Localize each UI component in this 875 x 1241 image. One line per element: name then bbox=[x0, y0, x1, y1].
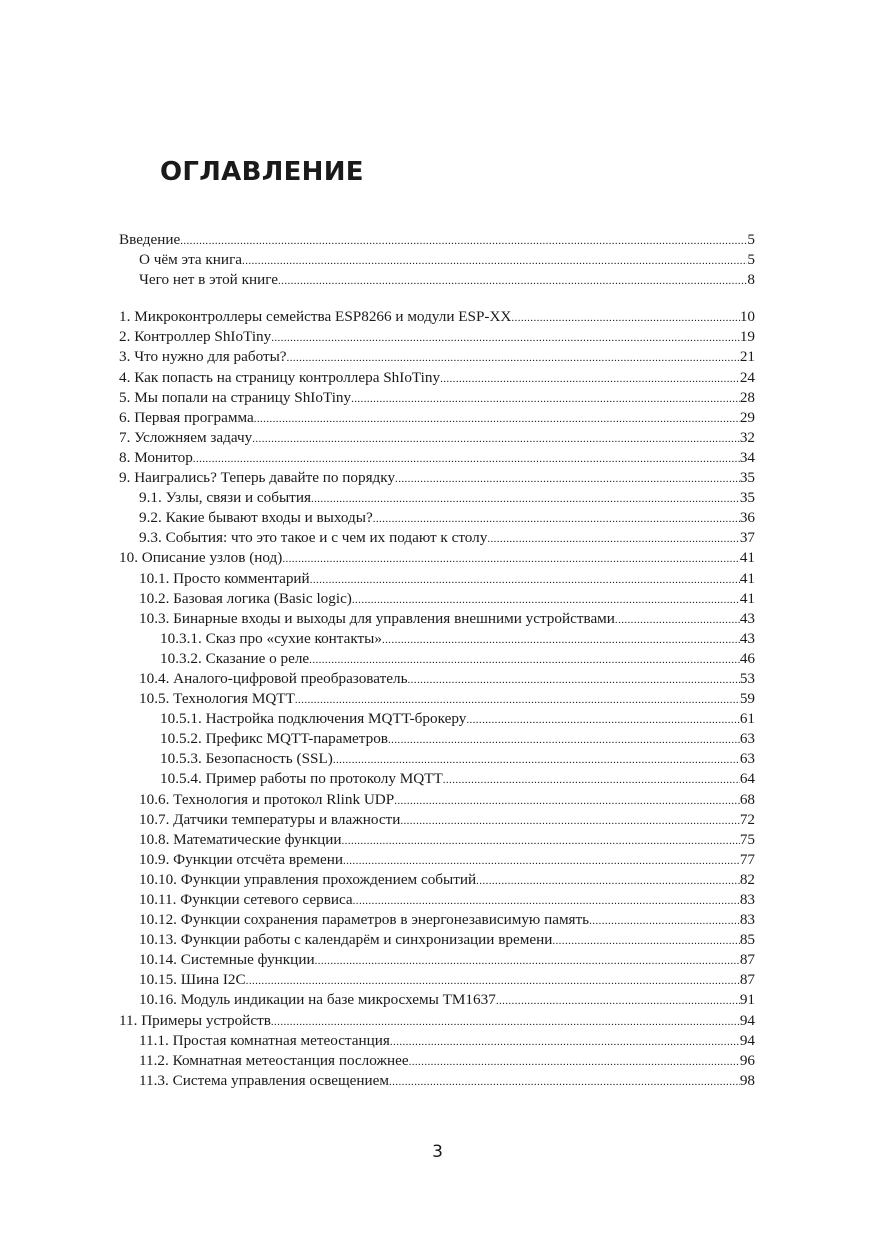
toc-entry-title: 9.1. Узлы, связи и события bbox=[139, 489, 311, 507]
toc-entry-title: 10.5.4. Пример работы по протоколу MQTT bbox=[160, 770, 443, 788]
dot-leader bbox=[440, 369, 740, 389]
dot-leader bbox=[353, 891, 740, 911]
dot-leader bbox=[552, 931, 739, 951]
dot-leader bbox=[246, 971, 740, 991]
toc-entry bbox=[119, 270, 755, 290]
dot-leader bbox=[615, 610, 740, 630]
dot-leader bbox=[390, 1032, 740, 1052]
toc-entry-page: 41 bbox=[739, 589, 755, 607]
toc-entry-title: 10.13. Функции работы с календарём и синхронизации времени bbox=[139, 931, 553, 949]
toc-entry-title: 11.2. Комнатная метеостанция посложнее bbox=[139, 1051, 409, 1069]
toc-entry-page: 46 bbox=[739, 649, 755, 667]
toc-entry bbox=[119, 990, 755, 1010]
toc-entry-title: 10.10. Функции управления прохождением событий bbox=[139, 870, 477, 888]
toc-entry-page: 41 bbox=[739, 569, 755, 587]
dot-leader bbox=[443, 770, 740, 790]
dot-leader bbox=[352, 590, 740, 610]
toc-entry-title: 10.3.2. Сказание о реле bbox=[160, 649, 310, 667]
toc-entry-title: 1. Микроконтроллеры семейства ESP8266 и модули ESP-XX bbox=[119, 308, 512, 326]
toc-entry-page: 43 bbox=[739, 629, 755, 647]
toc-entry-page: 83 bbox=[739, 891, 755, 908]
toc-entry-title: 7. Усложняем задачу bbox=[119, 428, 253, 446]
toc-entry bbox=[119, 930, 755, 950]
toc-entry-title: Чего нет в этой книге bbox=[139, 271, 279, 289]
toc-entry-title: 2. Контроллер ShIoTiny bbox=[119, 328, 272, 346]
toc-entry-page: 87 bbox=[739, 951, 755, 969]
dot-leader bbox=[395, 469, 740, 489]
toc-entry-page: 28 bbox=[739, 388, 755, 406]
toc-entry-title: 10.8. Математические функции bbox=[139, 830, 342, 848]
dot-leader bbox=[193, 449, 740, 469]
toc-entry-page: 35 bbox=[739, 489, 755, 507]
toc-entry-title: 6. Первая программа bbox=[119, 408, 254, 426]
dot-leader bbox=[310, 570, 740, 590]
toc-entry bbox=[119, 950, 755, 970]
toc-entry bbox=[119, 609, 755, 629]
toc-entry-title: 10.3.1. Сказ про «сухие контакты» bbox=[160, 629, 382, 647]
toc-entry bbox=[119, 468, 755, 488]
toc-entry bbox=[119, 790, 755, 810]
toc-entry-title: 10.15. Шина I2C bbox=[139, 971, 246, 989]
toc-entry-title: Введение bbox=[119, 231, 181, 248]
toc-entry-title: 10.16. Модуль индикации на базе микросхемы TM1637 bbox=[139, 991, 496, 1009]
toc-entry-title: 10.2. Базовая логика (Basic logic) bbox=[139, 589, 352, 607]
toc-entry bbox=[119, 347, 755, 367]
toc-entry-title: 10.6. Технология и протокол Rlink UDP bbox=[139, 790, 395, 808]
toc-entry-title: 10.5.2. Префикс MQTT-параметров bbox=[160, 730, 388, 748]
toc-entry-title: 11. Примеры устройств bbox=[119, 1011, 271, 1029]
toc-entry-page: 59 bbox=[739, 690, 755, 708]
toc-entry bbox=[119, 810, 755, 830]
toc-entry-title: 11.3. Система управления освещением bbox=[139, 1071, 389, 1089]
dot-leader bbox=[309, 650, 740, 670]
toc-entry bbox=[119, 769, 755, 789]
toc-entry bbox=[119, 850, 755, 870]
toc-entry bbox=[119, 230, 755, 250]
toc-entry-page: 72 bbox=[739, 810, 755, 828]
toc-entry-page: 35 bbox=[739, 469, 755, 487]
toc-entry-page: 8 bbox=[747, 271, 755, 289]
toc-entry-title: 9.3. События: что это такое и с чем их подают к столу bbox=[139, 529, 488, 547]
dot-leader bbox=[388, 730, 740, 750]
toc-entry bbox=[119, 709, 755, 729]
toc-entry-title: 10.5.1. Настройка подключения MQTT-брокеру bbox=[160, 710, 467, 728]
toc-entry-title: 8. Монитор bbox=[119, 448, 193, 466]
toc-entry-page: 82 bbox=[739, 870, 755, 888]
toc-entry bbox=[119, 388, 755, 408]
toc-entry-title: 10. Описание узлов (нод) bbox=[119, 549, 283, 567]
dot-leader bbox=[282, 549, 739, 569]
toc-entry bbox=[119, 1011, 755, 1031]
dot-leader bbox=[333, 750, 740, 770]
toc-entry bbox=[119, 569, 755, 589]
table-of-contents bbox=[119, 230, 755, 1091]
dot-leader bbox=[278, 271, 747, 291]
dot-leader bbox=[180, 231, 747, 251]
toc-entry-page: 43 bbox=[739, 609, 755, 627]
dot-leader bbox=[466, 710, 739, 730]
toc-entry-page: 87 bbox=[739, 971, 755, 989]
toc-entry bbox=[119, 589, 755, 609]
toc-entry-page: 91 bbox=[739, 991, 755, 1009]
toc-entry-title: 10.3. Бинарные входы и выходы для управления внешними устройствами bbox=[139, 609, 615, 627]
toc-entry bbox=[119, 830, 755, 850]
toc-entry-page: 63 bbox=[739, 730, 755, 748]
toc-entry bbox=[119, 508, 755, 528]
toc-entry bbox=[119, 250, 755, 270]
toc-entry-page: 34 bbox=[739, 448, 755, 466]
toc-entry-page: 19 bbox=[739, 328, 755, 346]
toc-entry bbox=[119, 1071, 755, 1091]
toc-entry bbox=[119, 629, 755, 649]
dot-leader bbox=[389, 1072, 740, 1092]
dot-leader bbox=[342, 831, 740, 851]
toc-entry bbox=[119, 368, 755, 388]
toc-entry-title: 10.5. Технология MQTT bbox=[139, 690, 295, 708]
toc-entry bbox=[119, 870, 755, 890]
toc-entry-page: 94 bbox=[739, 1011, 755, 1029]
toc-entry-page: 75 bbox=[739, 830, 755, 848]
toc-entry-page: 64 bbox=[739, 770, 755, 788]
toc-entry bbox=[119, 729, 755, 749]
toc-entry bbox=[119, 649, 755, 669]
dot-leader bbox=[496, 991, 740, 1011]
toc-entry-page: 61 bbox=[739, 710, 755, 728]
page-title: ОГЛАВЛЕНИЕ bbox=[160, 157, 364, 187]
toc-entry-page: 5 bbox=[747, 251, 755, 269]
toc-entry-title: 10.11. Функции сетевого сервиса bbox=[139, 891, 353, 908]
dot-leader bbox=[254, 409, 740, 429]
toc-entry bbox=[119, 548, 755, 568]
toc-entry-page: 85 bbox=[739, 931, 755, 949]
toc-entry-title: О чём эта книга bbox=[139, 251, 243, 269]
dot-leader bbox=[400, 811, 739, 831]
toc-entry-page: 32 bbox=[739, 428, 755, 446]
toc-entry bbox=[119, 307, 755, 327]
toc-entry bbox=[119, 689, 755, 709]
toc-entry bbox=[119, 408, 755, 428]
dot-leader bbox=[382, 630, 740, 650]
toc-entry-title: 4. Как попасть на страницу контроллера ShIoTiny bbox=[119, 368, 441, 386]
toc-entry-title: 5. Мы попали на страницу ShIoTiny bbox=[119, 388, 352, 406]
toc-entry bbox=[119, 1031, 755, 1051]
toc-entry bbox=[119, 448, 755, 468]
dot-leader bbox=[295, 690, 740, 710]
toc-entry bbox=[119, 428, 755, 448]
toc-entry-title: 10.9. Функции отсчёта времени bbox=[139, 850, 343, 868]
toc-entry-page: 63 bbox=[739, 750, 755, 768]
toc-entry bbox=[119, 890, 755, 910]
dot-leader bbox=[394, 791, 740, 811]
toc-entry-page: 94 bbox=[739, 1031, 755, 1049]
toc-entry bbox=[119, 327, 755, 347]
toc-entry-page: 29 bbox=[739, 408, 755, 426]
toc-entry-page: 10 bbox=[739, 308, 755, 326]
toc-entry-title: 10.5.3. Безопасность (SSL) bbox=[160, 750, 333, 768]
dot-leader bbox=[511, 308, 739, 328]
toc-entry-title: 10.4. Аналого-цифровой преобразователь bbox=[139, 669, 408, 687]
dot-leader bbox=[315, 951, 740, 971]
toc-entry-page: 68 bbox=[739, 790, 755, 808]
dot-leader bbox=[271, 1012, 740, 1032]
dot-leader bbox=[271, 328, 740, 348]
toc-entry-page: 41 bbox=[739, 549, 755, 567]
toc-entry bbox=[119, 669, 755, 689]
toc-entry-page: 37 bbox=[739, 529, 755, 547]
dot-leader bbox=[343, 851, 740, 871]
toc-entry-page: 83 bbox=[739, 911, 755, 929]
dot-leader bbox=[589, 911, 740, 931]
toc-entry-title: 10.14. Системные функции bbox=[139, 951, 315, 969]
dot-leader bbox=[487, 529, 739, 549]
dot-leader bbox=[409, 1052, 740, 1072]
toc-entry-page: 21 bbox=[739, 348, 755, 366]
toc-entry-page: 98 bbox=[739, 1071, 755, 1089]
toc-entry bbox=[119, 1051, 755, 1071]
toc-entry-title: 9. Наигрались? Теперь давайте по порядку bbox=[119, 469, 396, 487]
toc-entry-title: 9.2. Какие бывают входы и выходы? bbox=[139, 509, 373, 527]
dot-leader bbox=[476, 871, 740, 891]
toc-entry bbox=[119, 910, 755, 930]
toc-entry-page: 24 bbox=[739, 368, 755, 386]
toc-entry bbox=[119, 970, 755, 990]
toc-entry bbox=[119, 488, 755, 508]
dot-leader bbox=[408, 670, 740, 690]
dot-leader bbox=[252, 429, 740, 449]
toc-entry bbox=[119, 749, 755, 769]
toc-entry-title: 11.1. Простая комнатная метеостанция bbox=[139, 1031, 390, 1049]
toc-entry-page: 77 bbox=[739, 850, 755, 868]
toc-entry-title: 10.12. Функции сохранения параметров в энергонезависимую память bbox=[139, 911, 590, 929]
toc-entry bbox=[119, 528, 755, 548]
page-number: 3 bbox=[432, 1142, 443, 1162]
dot-leader bbox=[351, 389, 740, 409]
toc-entry-title: 3. Что нужно для работы? bbox=[119, 348, 287, 366]
toc-entry-page: 53 bbox=[739, 669, 755, 687]
dot-leader bbox=[373, 509, 740, 529]
dot-leader bbox=[311, 489, 740, 509]
dot-leader bbox=[287, 348, 740, 368]
dot-leader bbox=[242, 251, 747, 271]
toc-entry-page: 5 bbox=[747, 231, 755, 248]
toc-entry-page: 96 bbox=[739, 1051, 755, 1069]
toc-entry-title: 10.1. Просто комментарий bbox=[139, 569, 310, 587]
toc-entry-page: 36 bbox=[739, 509, 755, 527]
toc-entry-title: 10.7. Датчики температуры и влажности bbox=[139, 810, 401, 828]
